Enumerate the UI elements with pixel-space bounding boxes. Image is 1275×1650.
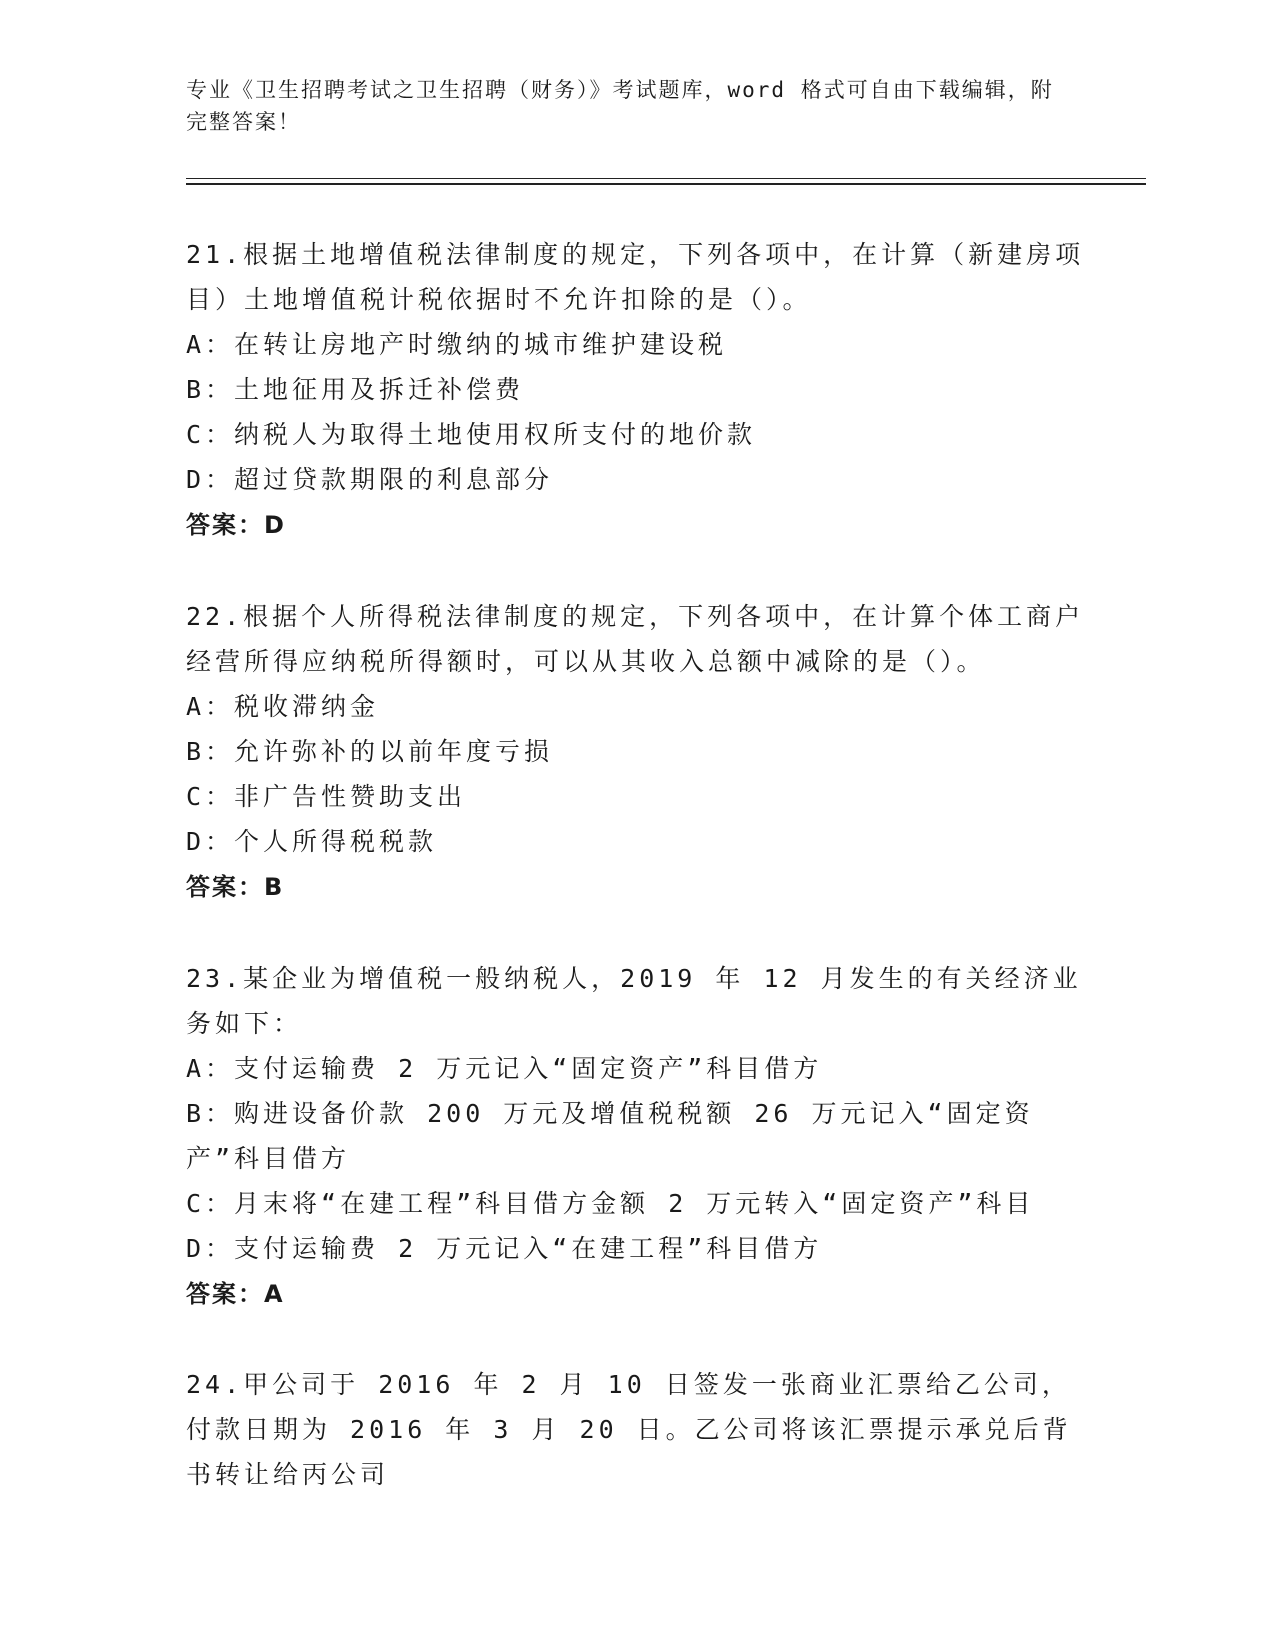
option-a: A：支付运输费 2 万元记入“固定资产”科目借方 bbox=[186, 1054, 823, 1083]
option-a: A：税收滞纳金 bbox=[186, 692, 380, 721]
answer-line: 答案：A bbox=[186, 1280, 285, 1308]
option-d: D：支付运输费 2 万元记入“在建工程”科目借方 bbox=[186, 1234, 823, 1263]
question-24 bbox=[186, 1362, 1086, 1497]
option-c: C：月末将“在建工程”科目借方金额 2 万元转入“固定资产”科目 bbox=[186, 1189, 1035, 1218]
question-stem: 22.根据个人所得税法律制度的规定，下列各项中，在计算个体工商户经营所得应纳税所得额时，可以从其收入总额中减除的是（）。 bbox=[186, 602, 1085, 676]
option-b: B：允许弥补的以前年度亏损 bbox=[186, 737, 554, 766]
header-divider-bottom bbox=[186, 183, 1146, 185]
option-c: C：纳税人为取得土地使用权所支付的地价款 bbox=[186, 420, 757, 449]
document-header bbox=[186, 74, 1066, 138]
question-22 bbox=[186, 594, 1086, 910]
option-d: D：个人所得税税款 bbox=[186, 827, 438, 856]
question-stem: 21.根据土地增值税法律制度的规定，下列各项中，在计算（新建房项目）土地增值税计税依据时不允许扣除的是（）。 bbox=[186, 240, 1085, 314]
option-a: A：在转让房地产时缴纳的城市维护建设税 bbox=[186, 330, 728, 359]
question-stem: 23.某企业为增值税一般纳税人，2019 年 12 月发生的有关经济业务如下： bbox=[186, 964, 1082, 1038]
question-stem: 24.甲公司于 2016 年 2 月 10 日签发一张商业汇票给乙公司，付款日期为 2016 年 3 月 20 日。乙公司将该汇票提示承兑后背书转让给丙公司 bbox=[186, 1370, 1072, 1489]
question-21 bbox=[186, 232, 1086, 548]
header-intro-text: 专业《卫生招聘考试之卫生招聘（财务）》考试题库，word 格式可自由下载编辑，附完整答案！ bbox=[186, 78, 1054, 134]
option-b: B：土地征用及拆迁补偿费 bbox=[186, 375, 525, 404]
header-divider-top bbox=[186, 178, 1146, 179]
option-d: D：超过贷款期限的利息部分 bbox=[186, 465, 554, 494]
answer-line: 答案：D bbox=[186, 511, 286, 539]
option-b: B：购进设备价款 200 万元及增值税税额 26 万元记入“固定资产”科目借方 bbox=[186, 1099, 1034, 1173]
answer-line: 答案：B bbox=[186, 873, 285, 901]
question-23 bbox=[186, 956, 1086, 1317]
option-c: C：非广告性赞助支出 bbox=[186, 782, 467, 811]
